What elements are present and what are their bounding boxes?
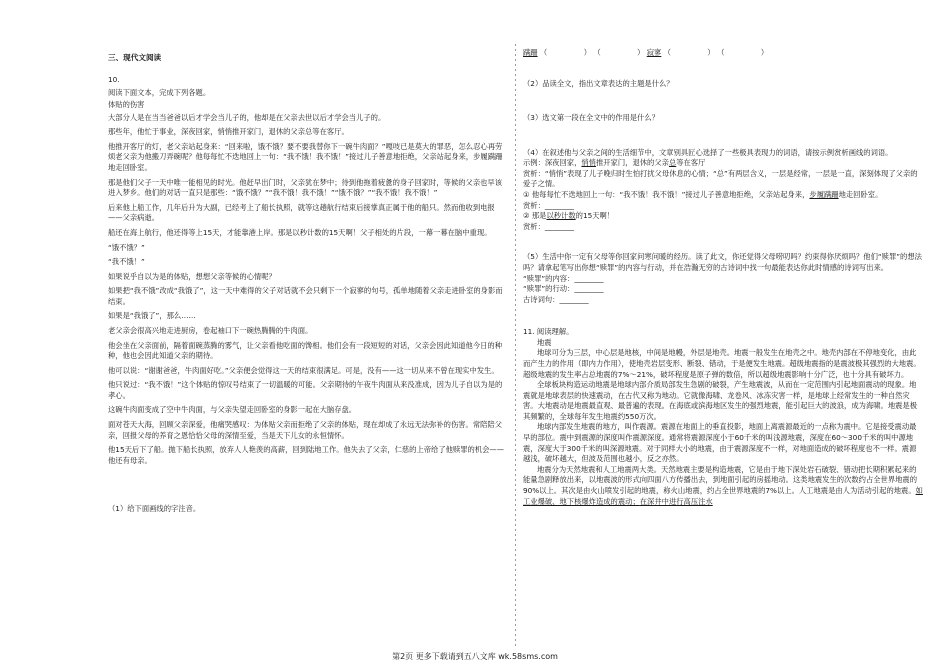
right-column	[523, 0, 923, 507]
paragraph: 如果是“我饿了”，那么……	[108, 311, 196, 321]
article-title: 体贴的伤害	[108, 100, 145, 110]
paragraph: 地球内部发生地震的地方，叫作震源。震源在地面上的垂直投影，地面上离震源最近的一点称为震中。它是接受震动最早的部位。震中到震源的深度叫作震源深度。通常将震源深度小于60千米的叫浅源地震，深度在60～300千米的叫中源地震，深度大于300千米的叫深源地震。对于同样大小的地震，由于震源深度不一样，对地面造成的破坏程度也不一样。震源越浅，破坏越大，但波及范围也越小，反之亦然。	[523, 422, 917, 464]
q11-article-body	[523, 348, 923, 507]
paragraph: 他15天后下了船。抛下船长执照，放弃人人艳羡的高薪，回到陆地工作。他失去了父亲，仁慈的上帝给了他赎罪的机会——他还有母亲。	[108, 445, 505, 465]
paragraph: 如果说乎自以为是的体贴，想想父亲等候的心情呢？	[108, 271, 276, 281]
question-3: （3）选文第一段在全文中的作用是什么？	[523, 113, 659, 123]
blank[interactable]: （ ）	[717, 48, 769, 57]
blank[interactable]: （ ）	[593, 48, 645, 57]
blank[interactable]: （ ）	[663, 48, 715, 57]
paragraph: 那些年，他忙于事业，深夜回家，悄悄推开家门，退休的父亲总等在客厅。	[108, 127, 349, 137]
question-4-stem: （4）在叙述他与父亲之间的生活细节中，文章别具匠心选择了一些极具表现力的词语，请按示例赏析画线的词语。	[523, 147, 893, 157]
question-4-item-2: ② 那是以秒计数的15天啊！	[523, 211, 615, 221]
paragraph: 如果把“我不饿”改成“我饿了”，这一天中难得的父子对话就不会只剩下一个寂寥的句号，孤单地随着父亲走进卧室的身影而结束。	[108, 286, 503, 306]
paragraph: 这碗牛肉面变成了空中牛肉面，与父亲失望走回卧室的身影一起在大脑存盘。	[108, 405, 357, 415]
pinyin-line	[523, 48, 923, 59]
question-4-item-1: ① 他每每忙不迭地回上一句：“我不饿！我不饿！”接过儿子善意地拒绝，父亲站起身来，步履蹒跚地走回卧室。	[523, 190, 883, 200]
question-number: 10.	[108, 75, 120, 84]
paragraph: “我不饿！”	[108, 257, 145, 267]
paragraph: 地震分为天然地震和人工地震两大类。天然地震主要是构造地震，它是由于地下深处岩石破裂、错动把长期积累起来的能量急剧释放出来，以地震波的形式向四面八方传播出去，到地面引起的房摇地动。这类地震发生的次数约占全世界地震的90%以上。其次是由火山喷发引起的地震，称火山地震，约占全世界地震的7%以上。人工地震是由人为活动引起的地震。如工业爆破、地下核爆炸造成的震动；在深井中进行高压注水	[523, 464, 923, 506]
question-5-stem: （5）生活中你一定有父母等你回家问寒问暖的经历。读了此文，你还觉得父母唠叨吗？约束得你厌烦吗？他们“赎罪”的想法吗？请拿起笔写出你想“赎罪”的内容与行动，并在浩瀚无穷的古诗词中找一句最能表达你此时情感的诗词写出来。	[523, 252, 922, 272]
page-footer: 第2页 更多下载请到五八文库 wk.58sms.com	[392, 652, 558, 661]
paragraph: 他只说过：“我不饿！”这个体贴的惊叹号结束了一切温暖的可能。父亲期待的午夜牛肉面从来没准成，因为儿子自以为是的孝心。	[108, 380, 503, 400]
question-4-appreciation: 赏析：“悄悄”表现了儿子晚归时生怕打扰父母休息的心情；“总”有两层含义，一层是经常，一层是一直，深刻体现了父亲的爱子之情。	[523, 168, 918, 189]
article-body	[108, 113, 508, 467]
paragraph: 地球可分为三层，中心层是地核，中间是地幔，外层是地壳。地震一般发生在地壳之中。地壳内部在不停地变化，由此而产生力的作用（即内力作用），使地壳岩层变形、断裂、错动，于是便发生地震。超级地震指的是震波极其强烈的大地震。超级地震的发生率占总地震的7%～21%，破坏程度是原子弹的数倍，所以超级地震影响十分广泛，也十分具有破坏力。	[523, 348, 921, 379]
paragraph: 全球板块构造运动地震是地球内部介质局部发生急剧的破裂，产生地震波，从而在一定范围内引起地面震动的现象。地震就是地球表层的快速震动，在古代又称为地动。它就像海啸、龙卷风、冰冻灾害一样，是地球上经常发生的一种自然灾害。大地震动是地震最直观、最普遍的表现。在海底或滨海地区发生的强烈地震，能引起巨大的波浪，成为海啸。地震是极其频繁的，全球每年发生地震约550万次。	[523, 380, 918, 421]
question-11-title: 11. 阅读理解。	[523, 327, 574, 337]
word-panshan: 蹒跚	[523, 48, 538, 57]
answer-line[interactable]: “赎罪”的内容：________	[523, 273, 604, 283]
instruction: 阅读下面文本，完成下列各题。	[108, 87, 211, 97]
paragraph: 大部分人是在当当爸爸以后才学会当儿子的，他却是在父亲去世以后才学会当儿子的。	[108, 112, 386, 122]
answer-line[interactable]: 赏析：________	[523, 200, 575, 210]
paragraph: 他可以说：“谢谢爸爸，牛肉面好吃。”父亲便会觉得这一天的结束很满足。可是，没有——这一切从来不曾在现实中发生。	[108, 365, 499, 375]
answer-line[interactable]: “赎罪”的行动：________	[523, 284, 604, 294]
word-jiliao: 寂寥	[646, 48, 662, 57]
paragraph: 船还在海上航行，他还得等上15天，才能靠港上岸。那是以秒计数的15天啊！父子相处的片段，一幕一幕在脑中重现。	[108, 227, 492, 237]
blank[interactable]: （ ）	[539, 48, 591, 57]
answer-line[interactable]: 赏析：________	[523, 221, 575, 231]
left-column	[108, 0, 508, 515]
column-divider	[515, 44, 516, 649]
paragraph: 老父亲会很高兴地走进厨房，卷起袖口下一碗热腾腾的牛肉面。	[108, 325, 313, 335]
question-4-example: 示例：深夜回家，悄悄推开家门，退休的父亲总等在客厅	[523, 158, 706, 168]
paragraph: 那是他们父子一天中唯一能相见的时光。他赶早出门时，父亲犹在梦中；待到他拖着疲惫的身子回家时，等候的父亲也早该进入梦乡。他们的对话一直只是那些：“饿不饿？”“我不饿！我不饿！”“饿不饿？”“我不饿！我不饿！”	[108, 177, 503, 198]
question-2: （2）品读全文，指出文章表达的主题是什么？	[523, 78, 674, 88]
paragraph: 后来他上船工作，几年后升为大副，已经考上了船长执照，就等这趟航行结束后接掌真正属于他的船只。然而他收到电报——父亲病逝。	[108, 202, 495, 223]
paragraph: 他会坐在父亲面前，隔着面碗蒸腾的雾气，让父亲看他吃面的馋相。他们会有一段短短的对话，父亲会因此知道他今日的种种，他也会因此知道父亲的期待。	[108, 340, 503, 361]
answer-line[interactable]: 古诗词句：________	[523, 294, 589, 304]
q11-article-title: 地震	[537, 337, 552, 347]
sub-question-1: （1）给下面画线的字注音。	[108, 504, 201, 514]
paragraph: 他推开客厅的灯，老父亲站起身来：“回来啦，饿不饿？要不要我替你下一碗牛肉面？”嘎吱已是莫大的罪恶，怎么忍心再劳烦老父亲为他搬刀弄碗呢？他每每忙不迭地回上一句：“我不饿！我不饿！”接过儿子善意地拒绝，父亲站起身来，步履蹒跚地走回卧室。	[108, 141, 503, 173]
paragraph: 面对苍天大海，回顾父亲深爱，他痛哭感叹：为体贴父亲而拒绝了父亲的体贴，现在却成了永远无法弥补的伤害。常陪陪父亲，回报父母的养育之恩恰恰父母的深情至爱，当是天下儿女的永恒情怀。	[108, 420, 503, 440]
paragraph: “饿不饿？”	[108, 242, 145, 252]
section-title: 三、现代文阅读	[108, 53, 162, 62]
